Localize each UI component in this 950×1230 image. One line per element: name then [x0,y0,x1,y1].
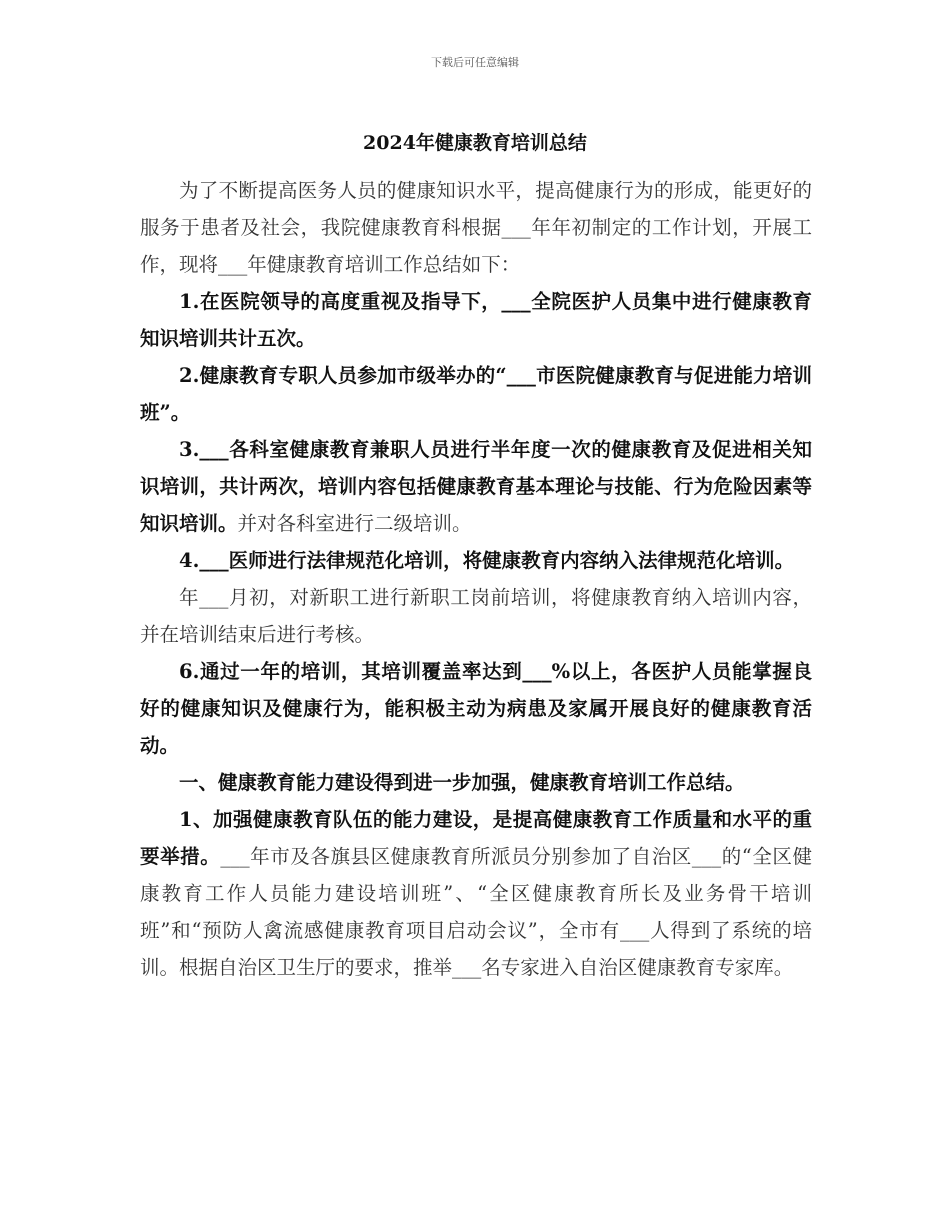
paragraph-text: 一、健康教育能力建设得到进一步加强，健康教育培训工作总结。 [179,771,745,794]
paragraph-section-1-1 [140,801,812,986]
section-heading-1 [140,764,812,801]
page-header-note: 下载后可任意编辑 [431,56,519,69]
paragraph-text: 并对各科室进行二级培训。 [237,512,472,535]
document-title: 2024年健康教育培训总结 [363,132,587,154]
paragraph-item-2 [140,357,812,431]
paragraph-item-6 [140,653,812,764]
paragraph-text: 6.通过一年的培训，其培训覆盖率达到___%以上，各医护人员能掌握良好的健康知识及健康行为，能积极主动为病患及家属开展良好的健康教育活动。 [140,660,812,757]
paragraph-item-1 [140,283,812,357]
paragraph-text: 为了不断提高医务人员的健康知识水平，提高健康行为的形成，能更好的服务于患者及社会，我院健康教育科根据___年年初制定的工作计划，开展工作，现将___年健康教育培训工作总结如下： [140,179,812,276]
paragraph-text: ___年市及各旗县区健康教育所派员分别参加了自治区___的“全区健康教育工作人员能力建设培训班”、“全区健康教育所长及业务骨干培训班”和“预防人禽流感健康教育项目启动会议”，全市有___人得到了系统的培训。根据自治区卫生厅的要求，推举___名专家进入自治区健康教育专家库。 [140,845,812,979]
paragraph-text: 2.健康教育专职人员参加市级举办的“___市医院健康教育与促进能力培训班”。 [140,364,812,424]
paragraph-item-4 [140,542,812,579]
paragraph-item-3 [140,431,812,542]
paragraph-item-5 [140,579,812,653]
paragraph-lead: 3.___各科室健康教育兼职人员进行半年度一次的健康教育及促进相关知识培训，共计两次，培训内容包括健康教育基本理论与技能、行为危险因素等知识培训。 [140,438,812,535]
document-body [140,172,812,986]
paragraph-intro [140,172,812,283]
paragraph-text: 年___月初，对新职工进行新职工岗前培训，将健康教育纳入培训内容，并在培训结束后进行考核。 [140,586,812,646]
paragraph-lead: 1、加强健康教育队伍的能力建设，是提高健康教育工作质量和水平的重要举措。 [140,808,812,868]
paragraph-text: 4.___医师进行法律规范化培训，将健康教育内容纳入法律规范化培训。 [179,549,795,572]
paragraph-text: 1.在医院领导的高度重视及指导下，___全院医护人员集中进行健康教育知识培训共计五次。 [140,290,812,350]
